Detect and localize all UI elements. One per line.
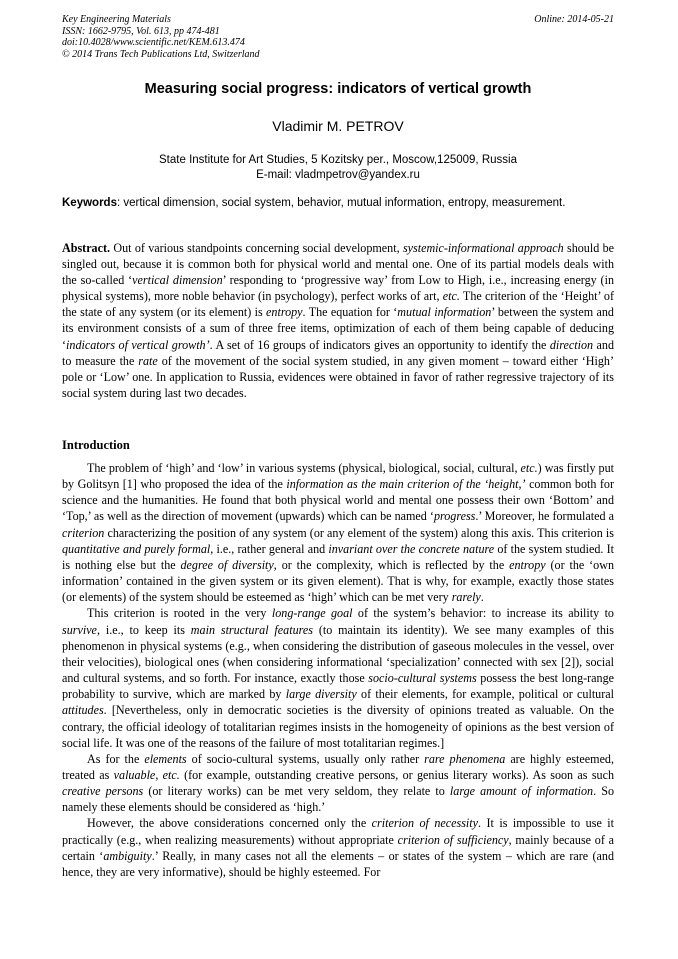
abstract-emph: vertical dimension — [132, 273, 223, 288]
emph: criterion — [62, 525, 105, 540]
abstract-text: ’ responding to ‘progressive way’ from Low to High, i.e., increasing energy (in physical systems), more noble behavior (in psychology), perfect works of art, — [62, 273, 614, 304]
copyright-line: © 2014 Trans Tech Publications Ltd, Switzerland — [62, 48, 260, 60]
abstract-emph: indicators of vertical growth’ — [66, 337, 210, 352]
text: , i.e., to keep its — [96, 622, 191, 637]
emph: information as the main criterion of the ‘height,’ — [286, 477, 526, 492]
emph: long-range goal — [271, 606, 353, 621]
text: of their elements, for example, political or cultural — [356, 687, 614, 702]
emph: rarely — [451, 590, 481, 605]
abstract-text: ’ between the system and its environment consists of a sum of three free items, optimization of each of them being capable of deducing ‘ — [62, 305, 614, 352]
text: . — [480, 590, 484, 605]
text: However, the above considerations concerned only the — [87, 816, 372, 831]
emph: criterion of necessity — [371, 816, 479, 831]
emph: criterion of sufficiency — [397, 832, 509, 847]
introduction-body — [62, 460, 614, 880]
text: , i.e., rather general and — [210, 541, 329, 556]
paper-title: Measuring social progress: indicators of vertical growth — [144, 81, 532, 97]
text: This criterion is rooted in the very — [87, 606, 272, 621]
abstract-text: . The equation for ‘ — [302, 305, 398, 320]
abstract-emph: etc. — [442, 289, 460, 304]
journal-name: Key Engineering Materials — [62, 14, 171, 25]
text: , — [155, 767, 163, 782]
keywords — [62, 196, 614, 211]
emph: degree of diversity — [180, 557, 274, 572]
text: are highly esteemed, treated as — [62, 751, 615, 782]
paragraph — [62, 751, 614, 816]
text: possess the best long-range probability to survive, which are marked by — [62, 671, 614, 702]
text: of the system studied. It is nothing else but the — [62, 541, 614, 572]
emph: large amount of information — [449, 784, 594, 799]
abstract-text: Out of various standpoints concerning social development, — [110, 241, 403, 255]
text: (or literary works) can be met very seldom, they relate to — [143, 784, 450, 799]
abstract-text: . A set of 16 groups of indicators gives an opportunity to identify the — [209, 337, 550, 352]
paragraph — [62, 460, 614, 605]
text: The problem of ‘high’ and ‘low’ in various systems (physical, biological, social, cultural, — [87, 461, 521, 475]
abstract-emph: mutual information — [397, 305, 492, 320]
text: .’ Really, in many cases not all the elements – or states of the system – which are rare (and hence, they are very informative), should be highly esteemed. For — [62, 848, 614, 879]
text: . [Nevertheless, only in democratic societies is the diversity of opinions treated as valuable. On the contrary, the official ideology of totalitarian regimes insists in the homogeneity of opinions as the best version of social life. It was one of the reasons of the failure of most totalitarian regimes.] — [62, 703, 614, 750]
text: As for the — [87, 751, 145, 766]
doi-line: doi:10.4028/www.scientific.net/KEM.613.474 — [62, 37, 245, 48]
paragraph — [62, 815, 614, 880]
abstract-emph: systemic-informational approach — [402, 241, 564, 255]
emph: elements — [144, 751, 187, 766]
text: .’ Moreover, he formulated a — [475, 509, 614, 524]
emph: rare phenomena — [424, 751, 506, 766]
abstract-text: and to measure the — [62, 337, 614, 368]
text: (for example, outstanding creative persons, or genius literary works). As soon as such — [179, 767, 614, 782]
text: . So namely these elements should be considered as ‘high.’ — [62, 784, 615, 815]
section-heading-introduction: Introduction — [62, 438, 130, 452]
text: . It is impossible to use it practically (e.g., when realizing measurements) without appropriate — [62, 816, 615, 847]
abstract — [62, 240, 614, 401]
journal-header — [62, 14, 614, 60]
text: , or the complexity, which is reflected by the — [273, 557, 510, 572]
emph: invariant over the concrete nature — [328, 541, 495, 556]
affiliation-block — [62, 153, 614, 183]
abstract-emph: direction — [549, 337, 594, 352]
keywords-label: Keywords — [62, 197, 117, 209]
emph: etc. — [520, 461, 538, 475]
text: (to maintain its identity). We see many examples of this phenomenon in physical systems (e.g., when considering the distribution of gaseous molecules in the vessel, over their velocities), biological ones (when considering informational ‘specialization’ connected with sex [2]), social and cultural systems, and so forth. For instance, exactly those — [62, 622, 614, 686]
text: of socio-cultural systems, usually only rather — [186, 751, 425, 766]
email: E-mail: vladmpetrov@yandex.ru — [256, 169, 420, 181]
text: characterizing the position of any system (or any element of the system) along this axis. This criterion is — [104, 525, 614, 540]
emph: socio-cultural systems — [368, 671, 477, 686]
emph: ambiguity — [103, 848, 152, 863]
text: (or the ‘own information’ contained in the given system or its given element). That is why, for example, exactly those states (or elements) of the system should be esteemed as ‘high’ which can be met very — [62, 557, 615, 605]
text: ) was firstly put by Golitsyn [1] who proposed the idea of the — [62, 461, 614, 492]
emph: creative persons — [62, 784, 144, 799]
emph: entropy — [509, 557, 546, 572]
emph: etc. — [162, 767, 180, 782]
emph: large diversity — [285, 687, 357, 702]
keywords-text: : vertical dimension, social system, behavior, mutual information, entropy, measurement. — [116, 197, 566, 209]
author-name: Vladimir M. PETROV — [272, 118, 404, 134]
emph: survive — [62, 622, 97, 637]
abstract-label: Abstract. — [62, 241, 111, 255]
abstract-text: of the movement of the social system studied, in any given moment – toward either ‘High’ pole or ‘Low’ one. In application to Russia, evidences were obtained in favor of rather regressive trajectory of its social system during last two decades. — [62, 353, 614, 400]
paragraph — [62, 605, 614, 750]
text: common both for science and the humanities. He found that both physical world and mental one possess their own ‘Bottom’ and ‘Top,’ as well as the direction of movement (upwards) which can be named ‘ — [62, 477, 615, 524]
text: of the system’s behavior: to increase its ability to — [352, 606, 614, 621]
affiliation: State Institute for Art Studies, 5 Kozitsky per., Moscow,125009, Russia — [159, 154, 517, 166]
emph: main structural features — [190, 622, 313, 637]
abstract-emph: entropy — [266, 305, 303, 320]
text: , mainly because of a certain ‘ — [62, 832, 615, 863]
abstract-text: should be singled out, because it is common both for physical world and mental one. One of its partial models deals with the so-called ‘ — [62, 241, 614, 288]
abstract-text: The criterion of the ‘Height’ of the state of any system (or its element) is — [62, 289, 614, 320]
emph: attitudes — [62, 703, 104, 718]
abstract-emph: rate — [138, 353, 158, 368]
emph: valuable — [113, 767, 156, 782]
issn-line: ISSN: 1662-9795, Vol. 613, pp 474-481 — [62, 25, 220, 37]
online-date: Online: 2014-05-21 — [534, 14, 614, 25]
emph: progress — [433, 509, 476, 524]
emph: quantitative and purely formal — [62, 541, 211, 556]
